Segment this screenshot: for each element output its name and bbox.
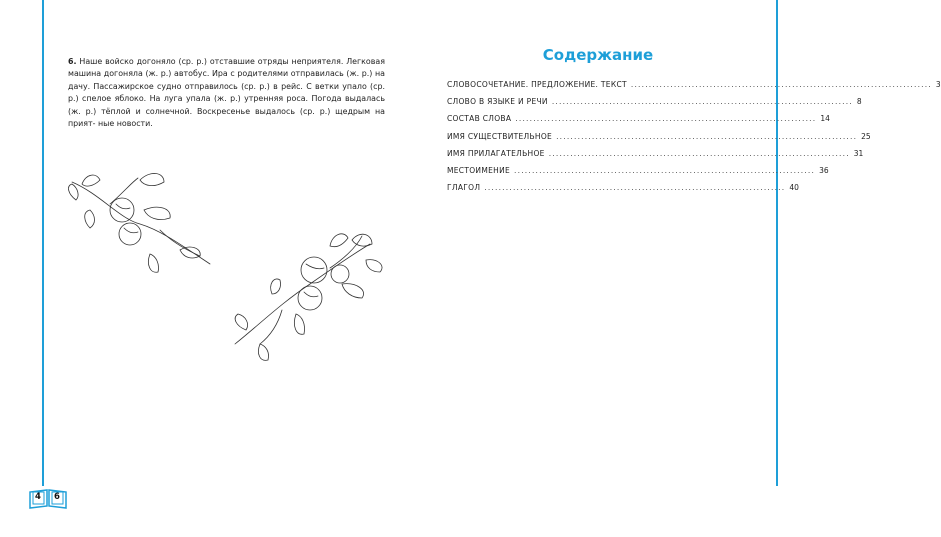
- exercise-number: 6.: [68, 56, 77, 66]
- toc-entry-page: 8: [856, 97, 862, 107]
- toc-entry[interactable]: [447, 93, 862, 110]
- toc-entry-label: МЕСТОИМЕНИЕ: [447, 165, 511, 175]
- toc-entry-label: ИМЯ ПРИЛАГАТЕЛЬНОЕ: [447, 148, 545, 158]
- toc-entry-label: СЛОВОСОЧЕТАНИЕ. ПРЕДЛОЖЕНИЕ. ТЕКСТ: [447, 80, 627, 89]
- toc-entry-label: СОСТАВ СЛОВА: [447, 114, 512, 124]
- leaf-13: [271, 279, 281, 294]
- branch-stem-1: [72, 182, 210, 264]
- branch-twig-1: [110, 178, 138, 204]
- leaf-3: [144, 207, 170, 219]
- leaf-14: [235, 314, 247, 330]
- toc-leader-dots: ....................................................................................: [514, 165, 816, 175]
- toc-entry-label: ГЛАГОЛ: [447, 183, 481, 193]
- toc-entry[interactable]: [447, 128, 871, 145]
- toc-entry[interactable]: [447, 76, 941, 93]
- toc-entry-page: 31: [853, 148, 864, 158]
- toc-entry-page: 40: [789, 183, 799, 193]
- toc-leader-dots: ....................................................................................: [548, 148, 850, 158]
- leaf-10: [342, 284, 364, 298]
- leaf-2: [140, 173, 164, 185]
- branch-twig-2: [160, 230, 200, 256]
- toc-leader-dots: ....................................................................................: [630, 80, 932, 89]
- table-of-contents: [447, 45, 941, 196]
- apple-branch-illustration: [60, 164, 390, 374]
- page-number-left-digit: 4: [35, 492, 41, 502]
- toc-title: Содержание: [542, 46, 654, 64]
- leaf-1: [82, 175, 100, 186]
- leaf-15: [366, 260, 382, 272]
- toc-entry-page: 14: [820, 114, 830, 124]
- leaf-5: [148, 254, 158, 272]
- toc-entry[interactable]: [447, 179, 799, 196]
- apple-5: [331, 265, 349, 283]
- exercise-text: Наше войско догоняло (ср. р.) отставшие отряды неприятеля. Легковая машина догоняла (ж. р.) автобус. Ира с родителями отправилась (ж. р.) на дачу. Пассажирское судно отправилось (ср. р.) в рейс. С ветки упало (ср. р.) спелое яблоко. На луга упала (ж. р.) утренняя роса. Погода выдалась (ж. р.) тёплой и солнечной. Воскресенье выдалось (ср. р.) щедрым на прият- ные новости.: [68, 56, 385, 128]
- toc-entry-label: ИМЯ СУЩЕСТВИТЕЛЬНОЕ: [447, 131, 553, 141]
- branch-stem-2: [235, 244, 370, 344]
- right-page-rule: [776, 0, 778, 486]
- toc-leader-dots: ....................................................................................: [556, 131, 858, 141]
- toc-entry-label: СЛОВО В ЯЗЫКЕ И РЕЧИ: [447, 97, 548, 107]
- left-page-rule: [42, 0, 44, 486]
- branch-twig-3: [260, 310, 282, 344]
- toc-entry-page: 36: [819, 165, 829, 175]
- toc-entry[interactable]: [447, 110, 830, 127]
- leaf-6: [180, 247, 200, 258]
- toc-leader-dots: ....................................................................................: [551, 97, 853, 107]
- toc-entry-page: 25: [861, 131, 871, 141]
- toc-leader-dots: ....................................................................................: [515, 114, 817, 124]
- apple-1: [110, 198, 134, 222]
- apple-2: [119, 223, 141, 245]
- toc-entry[interactable]: [447, 145, 864, 162]
- leaf-12: [258, 344, 268, 360]
- exercise-6: [68, 56, 385, 130]
- apple-3: [301, 257, 327, 283]
- toc-entry-page: 3: [935, 80, 941, 89]
- leaf-7: [69, 184, 79, 200]
- apple-4: [298, 286, 322, 310]
- page-number-right-digit: 6: [54, 492, 60, 502]
- toc-entry[interactable]: [447, 162, 829, 179]
- leaf-9: [330, 234, 348, 247]
- toc-leader-dots: ....................................................................................: [484, 183, 786, 193]
- leaf-11: [294, 314, 304, 334]
- leaf-4: [85, 210, 95, 228]
